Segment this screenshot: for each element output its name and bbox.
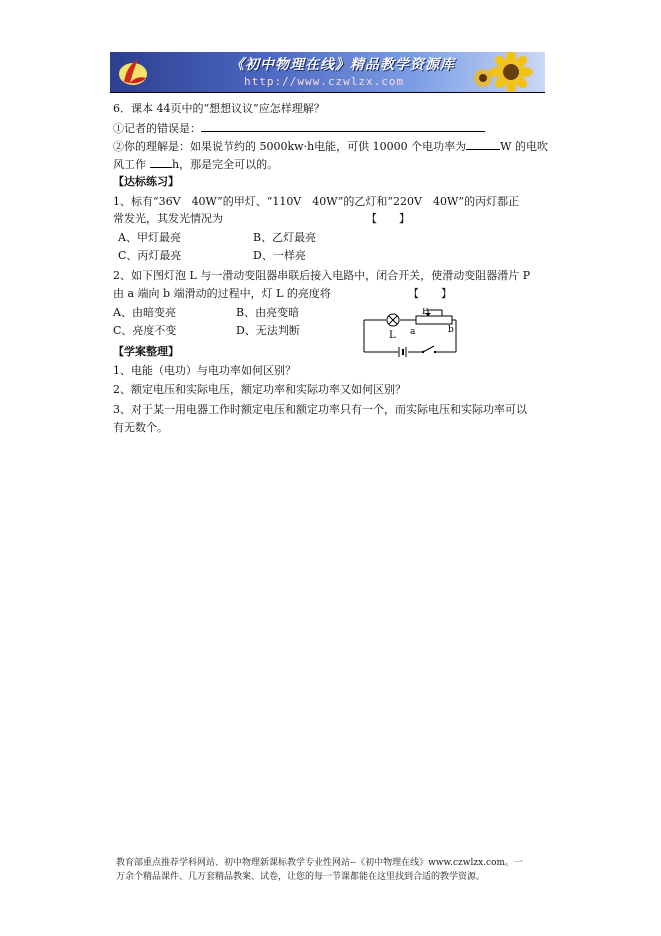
footer-line1: 教育部重点推荐学科网站、初中物理新课标教学专业性网站--《初中物理在线》www.czwlzx.com。一 (116, 858, 524, 868)
q6-part-b-line1 (113, 138, 548, 154)
banner-url: http://www.czwlzx.com (244, 75, 405, 88)
rheostat-symbol (416, 316, 452, 324)
q1-bracket: 【 】 (366, 212, 410, 225)
summary-item-2: 2、额定电压和实际电压，额定功率和实际功率又如何区别？ (113, 383, 406, 396)
power-blank[interactable] (466, 138, 500, 150)
q6-title: 6．课本 44页中的“想想议议”应怎样理解？ (113, 102, 325, 115)
q2-line2: 由 a 端向 b 端滑动的过程中，灯 L 的亮度将 (113, 287, 331, 300)
q2-option-a: A、由暗变亮 (113, 306, 176, 319)
q6-part-b-line2 (113, 156, 278, 172)
lamp-label: L (389, 330, 396, 341)
q2-line1: 2、如下图灯泡 L 与一滑动变阻器串联后接入电路中，闭合开关，使滑动变阻器滑片 P (113, 269, 531, 282)
answer-blank[interactable] (201, 120, 485, 132)
q6-part-a-label: ①记者的错误是： (113, 122, 201, 135)
footer-line2: 万余个精品课件、几万套精品教案、试卷，让您的每一节课都能在这里找到合适的教学资源。 (116, 872, 486, 882)
header-rule (110, 92, 545, 93)
site-logo-icon (116, 56, 150, 88)
switch-symbol (422, 346, 436, 353)
q1-option-c: C、丙灯最亮 (118, 249, 182, 262)
terminal-b-label: b (448, 325, 454, 335)
q1-option-a: A、甲灯最亮 (118, 231, 181, 244)
sunflower-icon (471, 52, 541, 92)
terminal-a-label: a (410, 327, 416, 337)
q2-option-c: C、亮度不变 (113, 324, 177, 337)
slider-label: P (422, 308, 429, 317)
q6-part-b-text2: W 的电吹 (500, 140, 548, 153)
q2-bracket: 【 】 (408, 287, 452, 300)
q6-part-b-text3: 风工作 (113, 158, 146, 171)
summary-item-3-line2: 有无数个。 (113, 421, 168, 434)
q2-option-b: B、由亮变暗 (236, 306, 300, 319)
q6-part-b-text1: ②你的理解是：如果说节约的 5000kw·h电能，可供 10000 个电功率为 (113, 140, 467, 153)
circuit-diagram (362, 308, 462, 360)
header-banner (110, 52, 545, 92)
q1-option-d: D、一样亮 (253, 249, 306, 262)
q1-option-b: B、乙灯最亮 (253, 231, 317, 244)
summary-item-1: 1、电能（电功）与电功率如何区别？ (113, 364, 296, 377)
time-blank[interactable] (150, 156, 172, 168)
q6-part-a (113, 120, 485, 136)
summary-heading: 【学案整理】 (113, 345, 179, 358)
practice-heading: 【达标练习】 (113, 175, 179, 188)
banner-title: 《初中物理在线》精品教学资源库 (230, 57, 455, 73)
q1-line2: 常发光，其发光情况为 (113, 212, 223, 225)
battery-symbol (399, 347, 406, 357)
q2-option-d: D、无法判断 (236, 324, 300, 337)
lamp-symbol (387, 314, 399, 326)
q6-part-b-text4: h，那是完全可以的。 (172, 158, 279, 171)
q1-line1: 1、标有“36V 40W”的甲灯、“110V 40W”的乙灯和“220V 40W”的丙灯都正 (113, 195, 520, 208)
summary-item-3-line1: 3、对于某一用电器工作时额定电压和额定功率只有一个，而实际电压和实际功率可以 (113, 403, 527, 416)
